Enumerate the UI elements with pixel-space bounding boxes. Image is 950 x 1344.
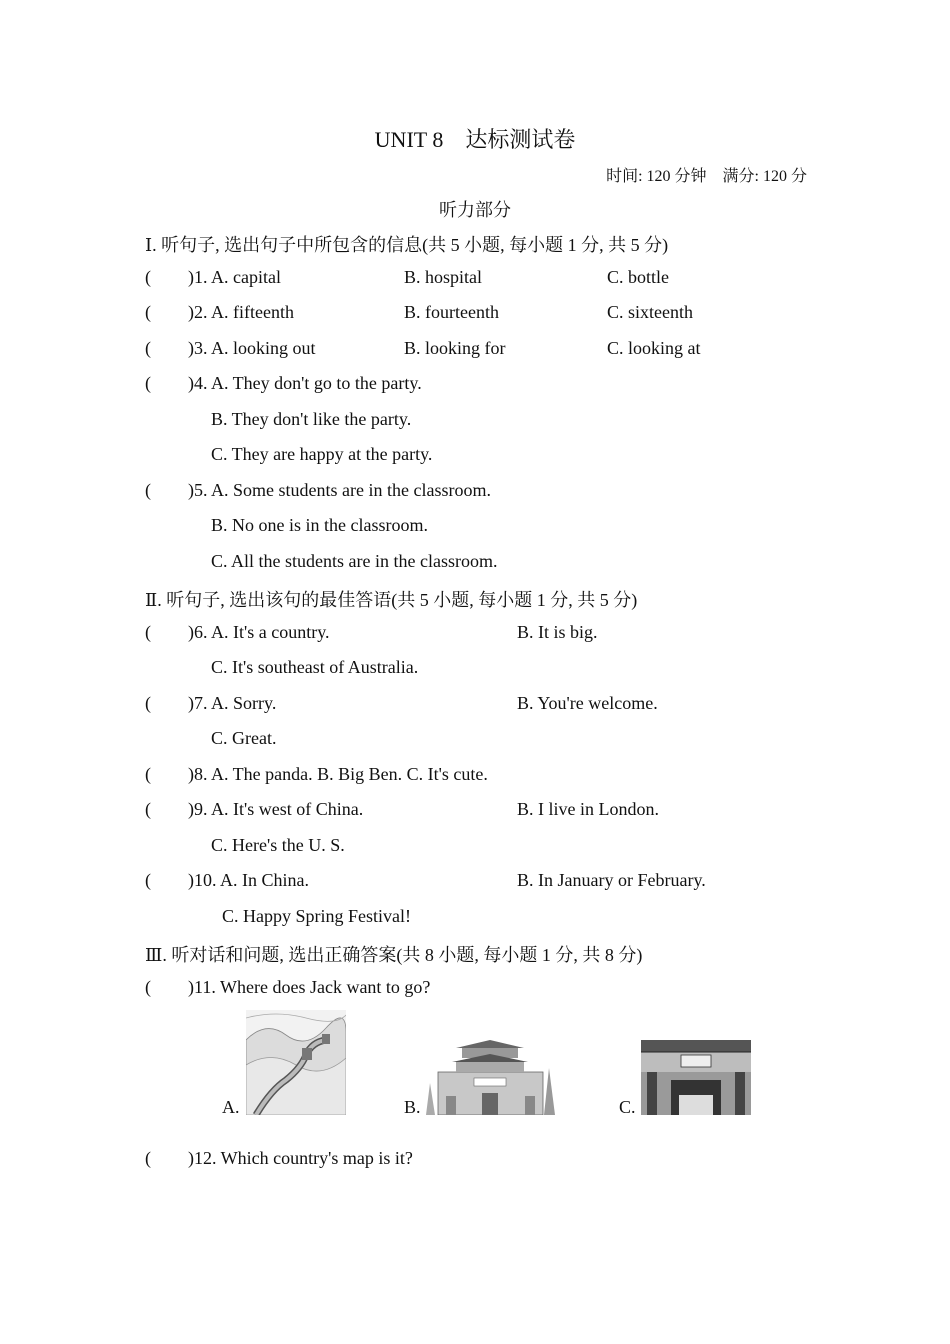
q10-option-b: B. In January or February. xyxy=(517,870,706,890)
q5-option-a: )5. A. Some students are in the classroom. xyxy=(188,480,491,500)
q9-option-a: )9. A. It's west of China. xyxy=(188,799,364,819)
q1-option-c: C. bottle xyxy=(607,267,669,287)
q4-option-c: C. They are happy at the party. xyxy=(211,444,433,464)
q7-option-c: C. Great. xyxy=(211,728,277,748)
q12-question: )12. Which country's map is it? xyxy=(188,1148,413,1168)
section-title: 听力部分 xyxy=(439,200,511,220)
answer-paren: ( xyxy=(145,302,151,322)
page-title: UNIT 8 达标测试卷 xyxy=(374,127,576,152)
q11-label-a: A. xyxy=(222,1097,240,1117)
q5-option-b: B. No one is in the classroom. xyxy=(211,515,428,535)
answer-paren: ( xyxy=(145,267,151,287)
answer-paren: ( xyxy=(145,977,151,997)
q3-option-a: )3. A. looking out xyxy=(188,338,316,358)
tiananmen-picture xyxy=(426,1038,555,1115)
time-info: 时间: 120 分钟 满分: 120 分 xyxy=(606,168,807,185)
q4-option-b: B. They don't like the party. xyxy=(211,409,412,429)
q6-option-b: B. It is big. xyxy=(517,622,598,642)
q4-option-a: )4. A. They don't go to the party. xyxy=(188,373,422,393)
part3-heading: Ⅲ. 听对话和问题, 选出正确答案(共 8 小题, 每小题 1 分, 共 8 分) xyxy=(145,945,643,965)
q11-question: )11. Where does Jack want to go? xyxy=(188,977,431,997)
q7-option-a: )7. A. Sorry. xyxy=(188,693,277,713)
q6-option-c: C. It's southeast of Australia. xyxy=(211,657,419,677)
q11-label-b: B. xyxy=(404,1097,421,1117)
q10-option-c: C. Happy Spring Festival! xyxy=(222,906,411,926)
q9-option-c: C. Here's the U. S. xyxy=(211,835,345,855)
q9-option-b: B. I live in London. xyxy=(517,799,659,819)
part2-heading: Ⅱ. 听句子, 选出该句的最佳答语(共 5 小题, 每小题 1 分, 共 5 分) xyxy=(145,590,638,610)
answer-paren: ( xyxy=(145,799,151,819)
answer-paren: ( xyxy=(145,693,151,713)
answer-paren: ( xyxy=(145,622,151,642)
q8-options: )8. A. The panda. B. Big Ben. C. It's cute. xyxy=(188,764,488,784)
answer-paren: ( xyxy=(145,870,151,890)
answer-paren: ( xyxy=(145,338,151,358)
q3-option-b: B. looking for xyxy=(404,338,506,358)
answer-paren: ( xyxy=(145,1148,151,1168)
q11-label-c: C. xyxy=(619,1097,636,1117)
q2-option-b: B. fourteenth xyxy=(404,302,499,322)
q1-option-a: )1. A. capital xyxy=(188,267,281,287)
answer-paren: ( xyxy=(145,764,151,784)
q2-option-c: C. sixteenth xyxy=(607,302,693,322)
q5-option-c: C. All the students are in the classroom. xyxy=(211,551,498,571)
q2-option-a: )2. A. fifteenth xyxy=(188,302,294,322)
q10-option-a: )10. A. In China. xyxy=(188,870,309,890)
answer-paren: ( xyxy=(145,480,151,500)
part1-heading: Ⅰ. 听句子, 选出句子中所包含的信息(共 5 小题, 每小题 1 分, 共 5 分) xyxy=(145,235,669,255)
answer-paren: ( xyxy=(145,373,151,393)
q7-option-b: B. You're welcome. xyxy=(517,693,658,713)
q6-option-a: )6. A. It's a country. xyxy=(188,622,330,642)
q3-option-c: C. looking at xyxy=(607,338,701,358)
temple-gate-picture xyxy=(641,1040,751,1115)
q1-option-b: B. hospital xyxy=(404,267,483,287)
great-wall-picture xyxy=(246,1010,346,1115)
